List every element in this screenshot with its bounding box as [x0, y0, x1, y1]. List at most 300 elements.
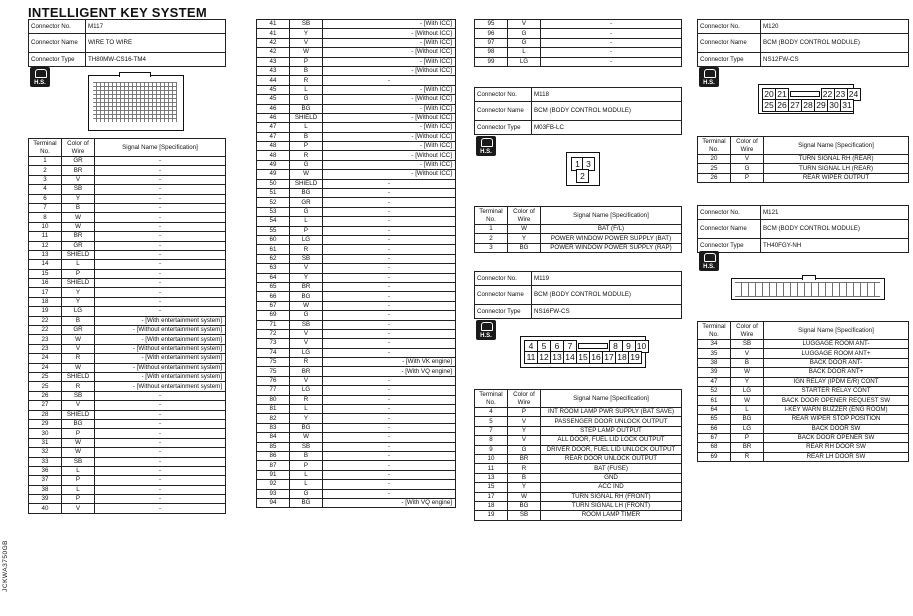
terminal-no: 85 — [257, 442, 290, 451]
table-row — [29, 335, 226, 344]
connector-pin: 11 — [524, 351, 538, 364]
terminal-no: 53 — [257, 207, 290, 216]
m119-table — [474, 389, 682, 521]
terminal-no: 3 — [475, 243, 508, 252]
wire-color: LG — [62, 307, 95, 316]
signal-name: - [With VQ engine] — [323, 367, 456, 376]
wire-color: SHIELD — [62, 250, 95, 259]
signal-name: TURN SIGNAL RH (FRONT) — [541, 492, 682, 501]
table-row — [698, 452, 909, 461]
terminal-no: 14 — [29, 260, 62, 269]
m120-name: BCM (BODY CONTROL MODULE) — [761, 34, 909, 53]
terminal-no: 2 — [475, 234, 508, 243]
label: Connector Type — [475, 305, 532, 319]
table-row — [29, 476, 226, 485]
table-row — [257, 442, 456, 451]
wire-color: P — [290, 57, 323, 66]
m118-pin: 1 — [571, 157, 584, 171]
signal-name: - — [95, 410, 226, 419]
signal-name: - — [323, 423, 456, 432]
wire-color: BG — [62, 419, 95, 428]
wire-color: R — [290, 151, 323, 160]
signal-name: - — [95, 194, 226, 203]
wire-color: BR — [290, 282, 323, 291]
terminal-no: 13 — [475, 473, 508, 482]
signal-name: - [Without ICC] — [323, 48, 456, 57]
table-row — [257, 57, 456, 66]
signal-name: - [With ICC] — [323, 20, 456, 29]
table-row — [257, 311, 456, 320]
connector-pin: 10 — [635, 340, 649, 353]
signal-name: REAR WIPER STOP POSITION — [764, 415, 909, 424]
wire-color: B — [508, 473, 541, 482]
signal-name: POWER WINDOW POWER SUPPLY (RAP) — [541, 243, 682, 252]
wire-color: L — [508, 48, 541, 57]
wire-color: G — [290, 207, 323, 216]
wire-color: W — [731, 368, 764, 377]
terminal-no: 68 — [698, 443, 731, 452]
terminal-no: 76 — [257, 376, 290, 385]
table-row — [475, 243, 682, 252]
table-row — [29, 354, 226, 363]
header-color: Color of Wire — [731, 137, 764, 155]
m118-type: M03FB-LC — [532, 121, 682, 135]
header-terminal: Terminal No. — [475, 390, 508, 408]
table-row — [29, 410, 226, 419]
terminal-no: 91 — [257, 470, 290, 479]
connector-pin: 29 — [814, 99, 828, 112]
wire-color: SB — [62, 391, 95, 400]
wire-color: SHIELD — [62, 410, 95, 419]
table-row — [29, 391, 226, 400]
terminal-no: 4 — [29, 185, 62, 194]
wire-color: L — [62, 485, 95, 494]
terminal-no: 11 — [29, 232, 62, 241]
wire-color: L — [62, 260, 95, 269]
signal-name: - [With VK engine] — [323, 358, 456, 367]
terminal-no: 82 — [257, 414, 290, 423]
wire-color: BG — [290, 292, 323, 301]
table-row — [475, 29, 682, 38]
terminal-no: 10 — [475, 454, 508, 463]
table-row — [475, 511, 682, 520]
m119-name: BCM (BODY CONTROL MODULE) — [532, 286, 682, 305]
connector-latch — [790, 91, 820, 97]
table-row — [257, 498, 456, 507]
signal-name: ACC IND — [541, 483, 682, 492]
signal-name: - — [95, 401, 226, 410]
table-row — [475, 426, 682, 435]
table-row — [29, 485, 226, 494]
m120-connector-diagram — [758, 84, 859, 114]
signal-name: - — [95, 213, 226, 222]
signal-name: - [Without ICC] — [323, 151, 456, 160]
wire-color: P — [62, 429, 95, 438]
wire-color: R — [62, 382, 95, 391]
table-row — [475, 234, 682, 243]
wire-color: W — [62, 335, 95, 344]
table-row — [257, 451, 456, 460]
m117-table-2 — [256, 19, 456, 508]
terminal-no: 96 — [475, 29, 508, 38]
terminal-no: 44 — [257, 76, 290, 85]
connector-pin: 22 — [821, 88, 835, 101]
terminal-no: 75 — [257, 367, 290, 376]
m121-name: BCM (BODY CONTROL MODULE) — [761, 220, 909, 239]
terminal-no: 15 — [475, 483, 508, 492]
wire-color: SB — [290, 442, 323, 451]
table-row — [257, 489, 456, 498]
table-row — [475, 473, 682, 482]
table-row — [257, 76, 456, 85]
signal-name: - [Without ICC] — [323, 113, 456, 122]
label: Connector Type — [29, 53, 86, 67]
table-row — [29, 203, 226, 212]
terminal-no: 43 — [257, 57, 290, 66]
signal-name: - — [323, 414, 456, 423]
terminal-no: 61 — [698, 396, 731, 405]
signal-name: - — [323, 179, 456, 188]
table-row — [257, 348, 456, 357]
wire-color: LG — [290, 348, 323, 357]
wire-color: L — [290, 123, 323, 132]
terminal-no: 93 — [257, 489, 290, 498]
table-row — [257, 320, 456, 329]
terminal-no: 26 — [29, 391, 62, 400]
wire-color: BG — [290, 104, 323, 113]
terminal-no: 49 — [257, 170, 290, 179]
signal-name: - [Without ICC] — [323, 170, 456, 179]
table-row — [29, 438, 226, 447]
signal-name: - — [323, 386, 456, 395]
table-row — [698, 368, 909, 377]
wire-color: G — [508, 29, 541, 38]
wire-color: SHIELD — [290, 179, 323, 188]
terminal-no: 1 — [475, 225, 508, 234]
signal-name: - — [323, 273, 456, 282]
signal-name: - — [323, 348, 456, 357]
table-row — [29, 466, 226, 475]
terminal-no: 17 — [29, 288, 62, 297]
table-row — [475, 483, 682, 492]
wire-color: R — [290, 245, 323, 254]
wire-color: Y — [731, 377, 764, 386]
signal-name: REAR LH DOOR SW — [764, 452, 909, 461]
wire-color: V — [508, 436, 541, 445]
terminal-no: 24 — [29, 363, 62, 372]
wire-color: P — [62, 476, 95, 485]
signal-name: LUGGAGE ROOM ANT- — [764, 340, 909, 349]
wire-color: R — [290, 358, 323, 367]
terminal-no: 18 — [475, 501, 508, 510]
wire-color: V — [290, 339, 323, 348]
wire-color: BR — [62, 166, 95, 175]
signal-name: ROOM LAMP TIMER — [541, 511, 682, 520]
signal-name: - [With ICC] — [323, 160, 456, 169]
connector-pin: 24 — [847, 88, 861, 101]
table-row — [257, 217, 456, 226]
terminal-no: 66 — [257, 292, 290, 301]
table-row — [29, 307, 226, 316]
table-row — [698, 415, 909, 424]
terminal-no: 30 — [29, 429, 62, 438]
signal-name: - [Without entertainment system] — [95, 363, 226, 372]
table-row — [29, 157, 226, 166]
terminal-no: 52 — [257, 198, 290, 207]
table-row — [257, 20, 456, 29]
terminal-no: 20 — [698, 155, 731, 164]
signal-name: - — [95, 297, 226, 306]
signal-name: - [Without entertainment system] — [95, 344, 226, 353]
wire-color: V — [290, 38, 323, 47]
table-row — [475, 501, 682, 510]
terminal-no: 55 — [257, 226, 290, 235]
table-row — [257, 433, 456, 442]
signal-name: - [Without ICC] — [323, 66, 456, 75]
terminal-no: 38 — [29, 485, 62, 494]
wire-color: SB — [62, 457, 95, 466]
terminal-no: 39 — [29, 495, 62, 504]
signal-name: - [With entertainment system] — [95, 316, 226, 325]
signal-name: - — [323, 395, 456, 404]
header-signal: Signal Name [Specification] — [541, 390, 682, 408]
terminal-no: 19 — [29, 307, 62, 316]
signal-name: - — [95, 438, 226, 447]
wire-color: SB — [290, 254, 323, 263]
table-row — [257, 66, 456, 75]
wire-color: P — [731, 173, 764, 182]
table-row — [475, 492, 682, 501]
wire-color: BG — [290, 423, 323, 432]
terminal-no: 92 — [257, 480, 290, 489]
terminal-no: 28 — [29, 410, 62, 419]
signal-name: ALL DOOR, FUEL LID LOCK OUTPUT — [541, 436, 682, 445]
signal-name: - — [95, 175, 226, 184]
wire-color: L — [290, 405, 323, 414]
table-row — [29, 419, 226, 428]
wire-color: V — [290, 329, 323, 338]
wire-color: SHIELD — [290, 113, 323, 122]
table-row — [29, 448, 226, 457]
terminal-no: 4 — [475, 408, 508, 417]
connector-pin: 15 — [576, 351, 590, 364]
m117-type: TH80MW-CS16-TM4 — [86, 53, 226, 67]
table-row — [29, 326, 226, 335]
signal-name: - — [323, 198, 456, 207]
m117-table-3 — [474, 19, 682, 67]
terminal-no: 18 — [29, 297, 62, 306]
connector-pin: 8 — [609, 340, 623, 353]
wire-color: R — [62, 354, 95, 363]
terminal-no: 94 — [257, 498, 290, 507]
connector-pin: 28 — [801, 99, 815, 112]
wire-color: P — [290, 461, 323, 470]
terminal-no: 25 — [29, 382, 62, 391]
terminal-no: 48 — [257, 151, 290, 160]
signal-name: - [With ICC] — [323, 57, 456, 66]
terminal-no: 5 — [475, 417, 508, 426]
signal-name: IGN RELAY (IPDM E/R) CONT — [764, 377, 909, 386]
signal-name: - — [323, 189, 456, 198]
terminal-no: 48 — [257, 142, 290, 151]
wire-color: LG — [290, 235, 323, 244]
signal-name: TURN SIGNAL RH (REAR) — [764, 155, 909, 164]
m118-pin: 3 — [582, 157, 595, 171]
signal-name: BACK DOOR OPENER REQUEST SW — [764, 396, 909, 405]
harness-side-icon: H.S. — [699, 67, 719, 87]
connector-pin: 14 — [563, 351, 577, 364]
m120-info-table — [697, 19, 909, 67]
table-row — [29, 372, 226, 381]
terminal-no: 23 — [29, 344, 62, 353]
terminal-no: 47 — [257, 132, 290, 141]
header-signal: Signal Name [Specification] — [764, 322, 909, 340]
terminal-no: 25 — [29, 372, 62, 381]
connector-pin: 20 — [762, 88, 776, 101]
wire-color: BG — [731, 415, 764, 424]
label: Connector Type — [698, 239, 761, 253]
table-row — [475, 48, 682, 57]
signal-name: - [Without ICC] — [323, 29, 456, 38]
table-row — [257, 245, 456, 254]
signal-name: - [Without ICC] — [323, 95, 456, 104]
wire-color: G — [290, 160, 323, 169]
terminal-no: 7 — [475, 426, 508, 435]
terminal-no: 33 — [29, 457, 62, 466]
table-row — [698, 340, 909, 349]
terminal-no: 40 — [29, 504, 62, 513]
header-terminal: Terminal No. — [698, 322, 731, 340]
signal-name: - — [323, 76, 456, 85]
signal-name: - — [541, 38, 682, 47]
table-row — [257, 254, 456, 263]
label: Connector No. — [29, 20, 86, 34]
table-row — [698, 405, 909, 414]
terminal-no: 80 — [257, 395, 290, 404]
signal-name: DRIVER DOOR, FUEL LID UNLOCK OUTPUT — [541, 445, 682, 454]
signal-name: - [With ICC] — [323, 142, 456, 151]
wire-color: R — [508, 464, 541, 473]
signal-name: - — [323, 339, 456, 348]
terminal-no: 66 — [698, 424, 731, 433]
terminal-no: 95 — [475, 20, 508, 29]
wire-color: V — [290, 376, 323, 385]
signal-name: - [With entertainment system] — [95, 372, 226, 381]
m118-table — [474, 206, 682, 253]
terminal-no: 19 — [475, 511, 508, 520]
table-row — [257, 292, 456, 301]
wire-color: W — [290, 170, 323, 179]
wire-color: Y — [508, 234, 541, 243]
terminal-no: 64 — [257, 273, 290, 282]
wire-color: L — [290, 480, 323, 489]
terminal-no: 7 — [29, 203, 62, 212]
signal-name: - — [323, 217, 456, 226]
signal-name: - — [95, 457, 226, 466]
table-row — [29, 401, 226, 410]
wire-color: W — [508, 492, 541, 501]
signal-name: - — [323, 301, 456, 310]
wire-color: L — [290, 470, 323, 479]
signal-name: - — [95, 448, 226, 457]
terminal-no: 98 — [475, 48, 508, 57]
signal-name: - — [323, 311, 456, 320]
signal-name: - — [95, 241, 226, 250]
terminal-no: 99 — [475, 57, 508, 66]
terminal-no: 81 — [257, 405, 290, 414]
signal-name: - [With ICC] — [323, 85, 456, 94]
signal-name: BACK DOOR SW — [764, 424, 909, 433]
terminal-no: 61 — [257, 245, 290, 254]
signal-name: - — [323, 282, 456, 291]
wire-color: SB — [290, 20, 323, 29]
wire-color: Y — [290, 29, 323, 38]
table-row — [475, 454, 682, 463]
terminal-no: 29 — [29, 419, 62, 428]
table-row — [29, 457, 226, 466]
table-row — [257, 376, 456, 385]
signal-name: - — [323, 376, 456, 385]
terminal-no: 22 — [29, 316, 62, 325]
header-signal: Signal Name [Specification] — [95, 139, 226, 157]
wire-color: P — [731, 433, 764, 442]
wire-color: B — [290, 66, 323, 75]
harness-side-icon: H.S. — [699, 251, 719, 271]
signal-name: - [With ICC] — [323, 104, 456, 113]
wire-color: V — [508, 417, 541, 426]
m117-info-table — [28, 19, 226, 67]
table-row — [257, 207, 456, 216]
signal-name: - — [95, 279, 226, 288]
terminal-no: 39 — [698, 368, 731, 377]
wire-color: V — [62, 401, 95, 410]
table-row — [698, 155, 909, 164]
table-row — [29, 297, 226, 306]
signal-name: - — [541, 20, 682, 29]
table-row — [698, 377, 909, 386]
wire-color: SHIELD — [62, 372, 95, 381]
connector-pin: 27 — [788, 99, 802, 112]
wire-color: W — [62, 438, 95, 447]
terminal-no: 24 — [29, 354, 62, 363]
wire-color: V — [290, 264, 323, 273]
table-row — [257, 339, 456, 348]
wire-color: W — [62, 363, 95, 372]
connector-pin: 16 — [589, 351, 603, 364]
signal-name: STARTER RELAY CONT — [764, 386, 909, 395]
wire-color: W — [731, 396, 764, 405]
table-row — [257, 170, 456, 179]
signal-name: - — [323, 461, 456, 470]
terminal-no: 42 — [257, 38, 290, 47]
header-terminal: Terminal No. — [29, 139, 62, 157]
document-code: JCKWA3750GB — [2, 540, 9, 592]
table-row — [29, 495, 226, 504]
terminal-no: 9 — [475, 445, 508, 454]
table-row — [257, 189, 456, 198]
signal-name: - — [323, 207, 456, 216]
table-row — [29, 250, 226, 259]
wire-color: P — [290, 226, 323, 235]
connector-pin: 25 — [762, 99, 776, 112]
terminal-no: 12 — [29, 241, 62, 250]
table-row — [475, 408, 682, 417]
wire-color: L — [290, 217, 323, 226]
m119-info-table — [474, 271, 682, 319]
table-row — [29, 222, 226, 231]
table-row — [257, 95, 456, 104]
table-row — [257, 395, 456, 404]
